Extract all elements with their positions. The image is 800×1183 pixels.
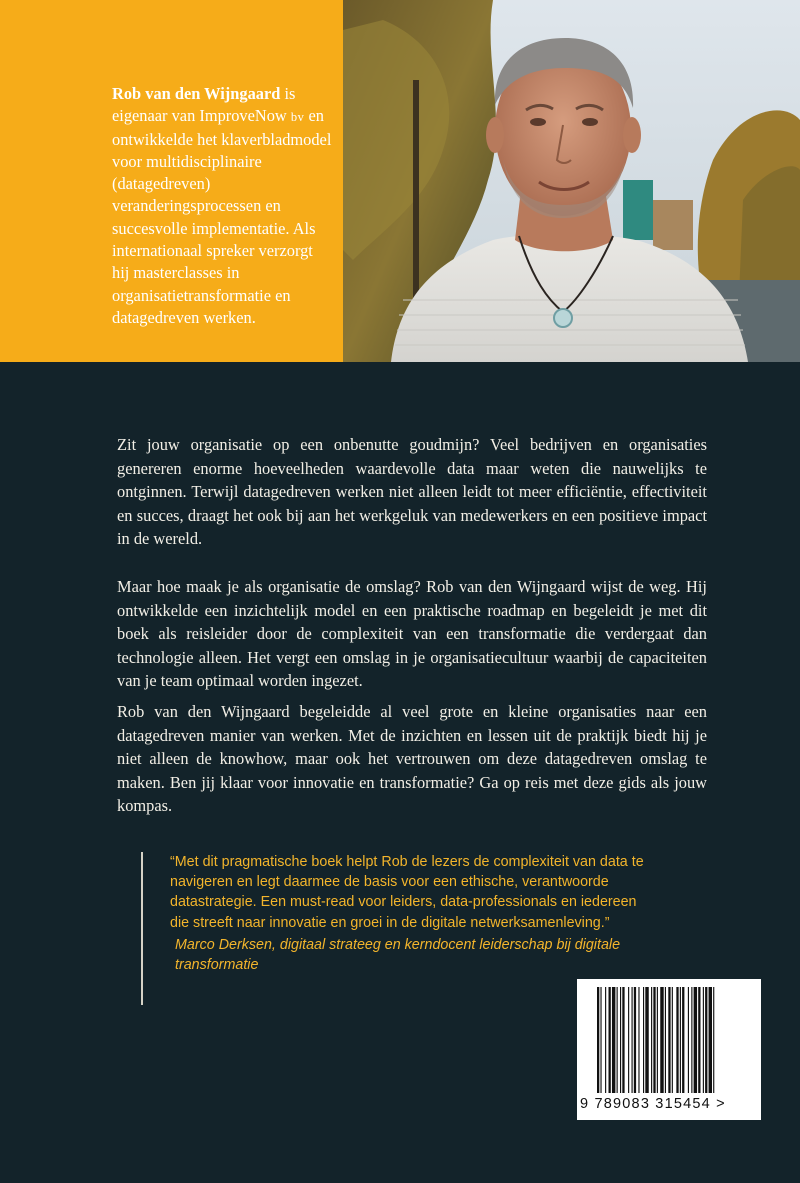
barcode-bar — [628, 987, 629, 1093]
barcode-bar — [605, 987, 606, 1093]
barcode-bars — [597, 987, 741, 1099]
blurb-paragraph-1: Zit jouw organisatie op een onbenutte goudmijn? Veel bedrijven en organisaties genereren enorme hoeveelheden waardevolle data maar weten die nauwelijks te ontginnen. Terwijl datagedreven werken niet alleen leidt tot meer efficiëntie, effectiviteit en succes, draagt het ook bij aan het werkgeluk van medewerkers en een positieve impact in de wereld. — [117, 435, 707, 548]
barcode-bar — [622, 987, 624, 1093]
author-photo — [343, 0, 800, 362]
barcode-bar — [643, 987, 644, 1093]
barcode-bar — [632, 987, 633, 1093]
barcode-bar — [713, 987, 714, 1093]
company-suffix: bv — [290, 110, 305, 125]
barcode-bar — [651, 987, 652, 1093]
barcode-bar — [600, 987, 601, 1093]
barcode-bar — [682, 987, 684, 1093]
barcode-bar — [698, 987, 700, 1093]
author-bio-text-2: en ontwikkelde het klaverbladmodel voor multidisciplinaire (datagedreven) veranderingsprocessen en succesvolle implementatie. Als internationaal spreker verzorgt hij masterclasses in organisatietransformatie en datagedreven werken. — [112, 106, 332, 327]
barcode-bar — [676, 987, 678, 1093]
barcode-bar — [665, 987, 666, 1093]
endorsement-quote: “Met dit pragmatische boek helpt Rob de lezers de complexiteit van data te navigeren en legt daarmee de basis voor een ethische, verantwoorde datastrategie. Een must-read voor leiders, data-professionals en iedereen die streeft naar innovatie en groei in de digitale netwerksamenleving.” — [170, 854, 644, 931]
barcode-bar — [645, 987, 648, 1093]
barcode-bar — [709, 987, 712, 1093]
blurb-paragraph-2: Maar hoe maak je als organisatie de omslag? Rob van den Wijngaard wijst de weg. Hij ontwikkelde een inzichtelijk model en een praktische roadmap en begeleidt je met dit boek als reisleider door de complexiteit van een transformatie die verdergaat dan technologie alleen. Het vergt een omslag in je organisatiecultuur waarbij de capaciteiten van je team optimaal worden ingezet. — [117, 577, 707, 690]
barcode-bar — [691, 987, 692, 1093]
barcode-bar — [668, 987, 670, 1093]
barcode-bar — [694, 987, 697, 1093]
author-bio-text-1: is eigenaar van ImproveNow — [112, 84, 296, 126]
barcode-bar — [672, 987, 673, 1093]
top-section — [0, 0, 800, 362]
author-bio — [112, 83, 334, 329]
barcode-bar — [660, 987, 663, 1093]
author-portrait-image — [343, 0, 800, 362]
quote-divider — [141, 852, 143, 1005]
barcode-bar — [620, 987, 621, 1093]
barcode-bar — [705, 987, 707, 1093]
barcode-bar — [657, 987, 658, 1093]
barcode-bar — [638, 987, 639, 1093]
barcode-bar — [612, 987, 615, 1093]
quote-attribution: Marco Derksen, digitaal strateeg en kerndocent leiderschap bij digitale transformatie — [175, 937, 621, 974]
barcode-bar — [688, 987, 689, 1093]
blurb-paragraph-3: Rob van den Wijngaard begeleidde al veel grote en kleine organisaties naar een datagedreven manier van werken. Met de inzichten en lessen uit de praktijk biedt hij je niet alleen de knowhow, maar ook het vertrouwen om deze datagedreven omslag te maken. Ben jij klaar voor innovatie en transformatie? Ga op reis met deze gids als jouw kompas. — [117, 702, 707, 815]
isbn-number: 9 789083 315454 > — [580, 1096, 726, 1112]
author-bio-panel — [0, 0, 343, 362]
barcode-bar — [597, 987, 599, 1093]
barcode-bar — [609, 987, 611, 1093]
barcode-bar — [653, 987, 655, 1093]
barcode-bar — [634, 987, 636, 1093]
barcode-bar — [680, 987, 681, 1093]
barcode-bar — [703, 987, 704, 1093]
barcode-bar — [617, 987, 618, 1093]
isbn-barcode — [577, 979, 761, 1120]
author-name: Rob van den Wijngaard — [112, 84, 281, 103]
